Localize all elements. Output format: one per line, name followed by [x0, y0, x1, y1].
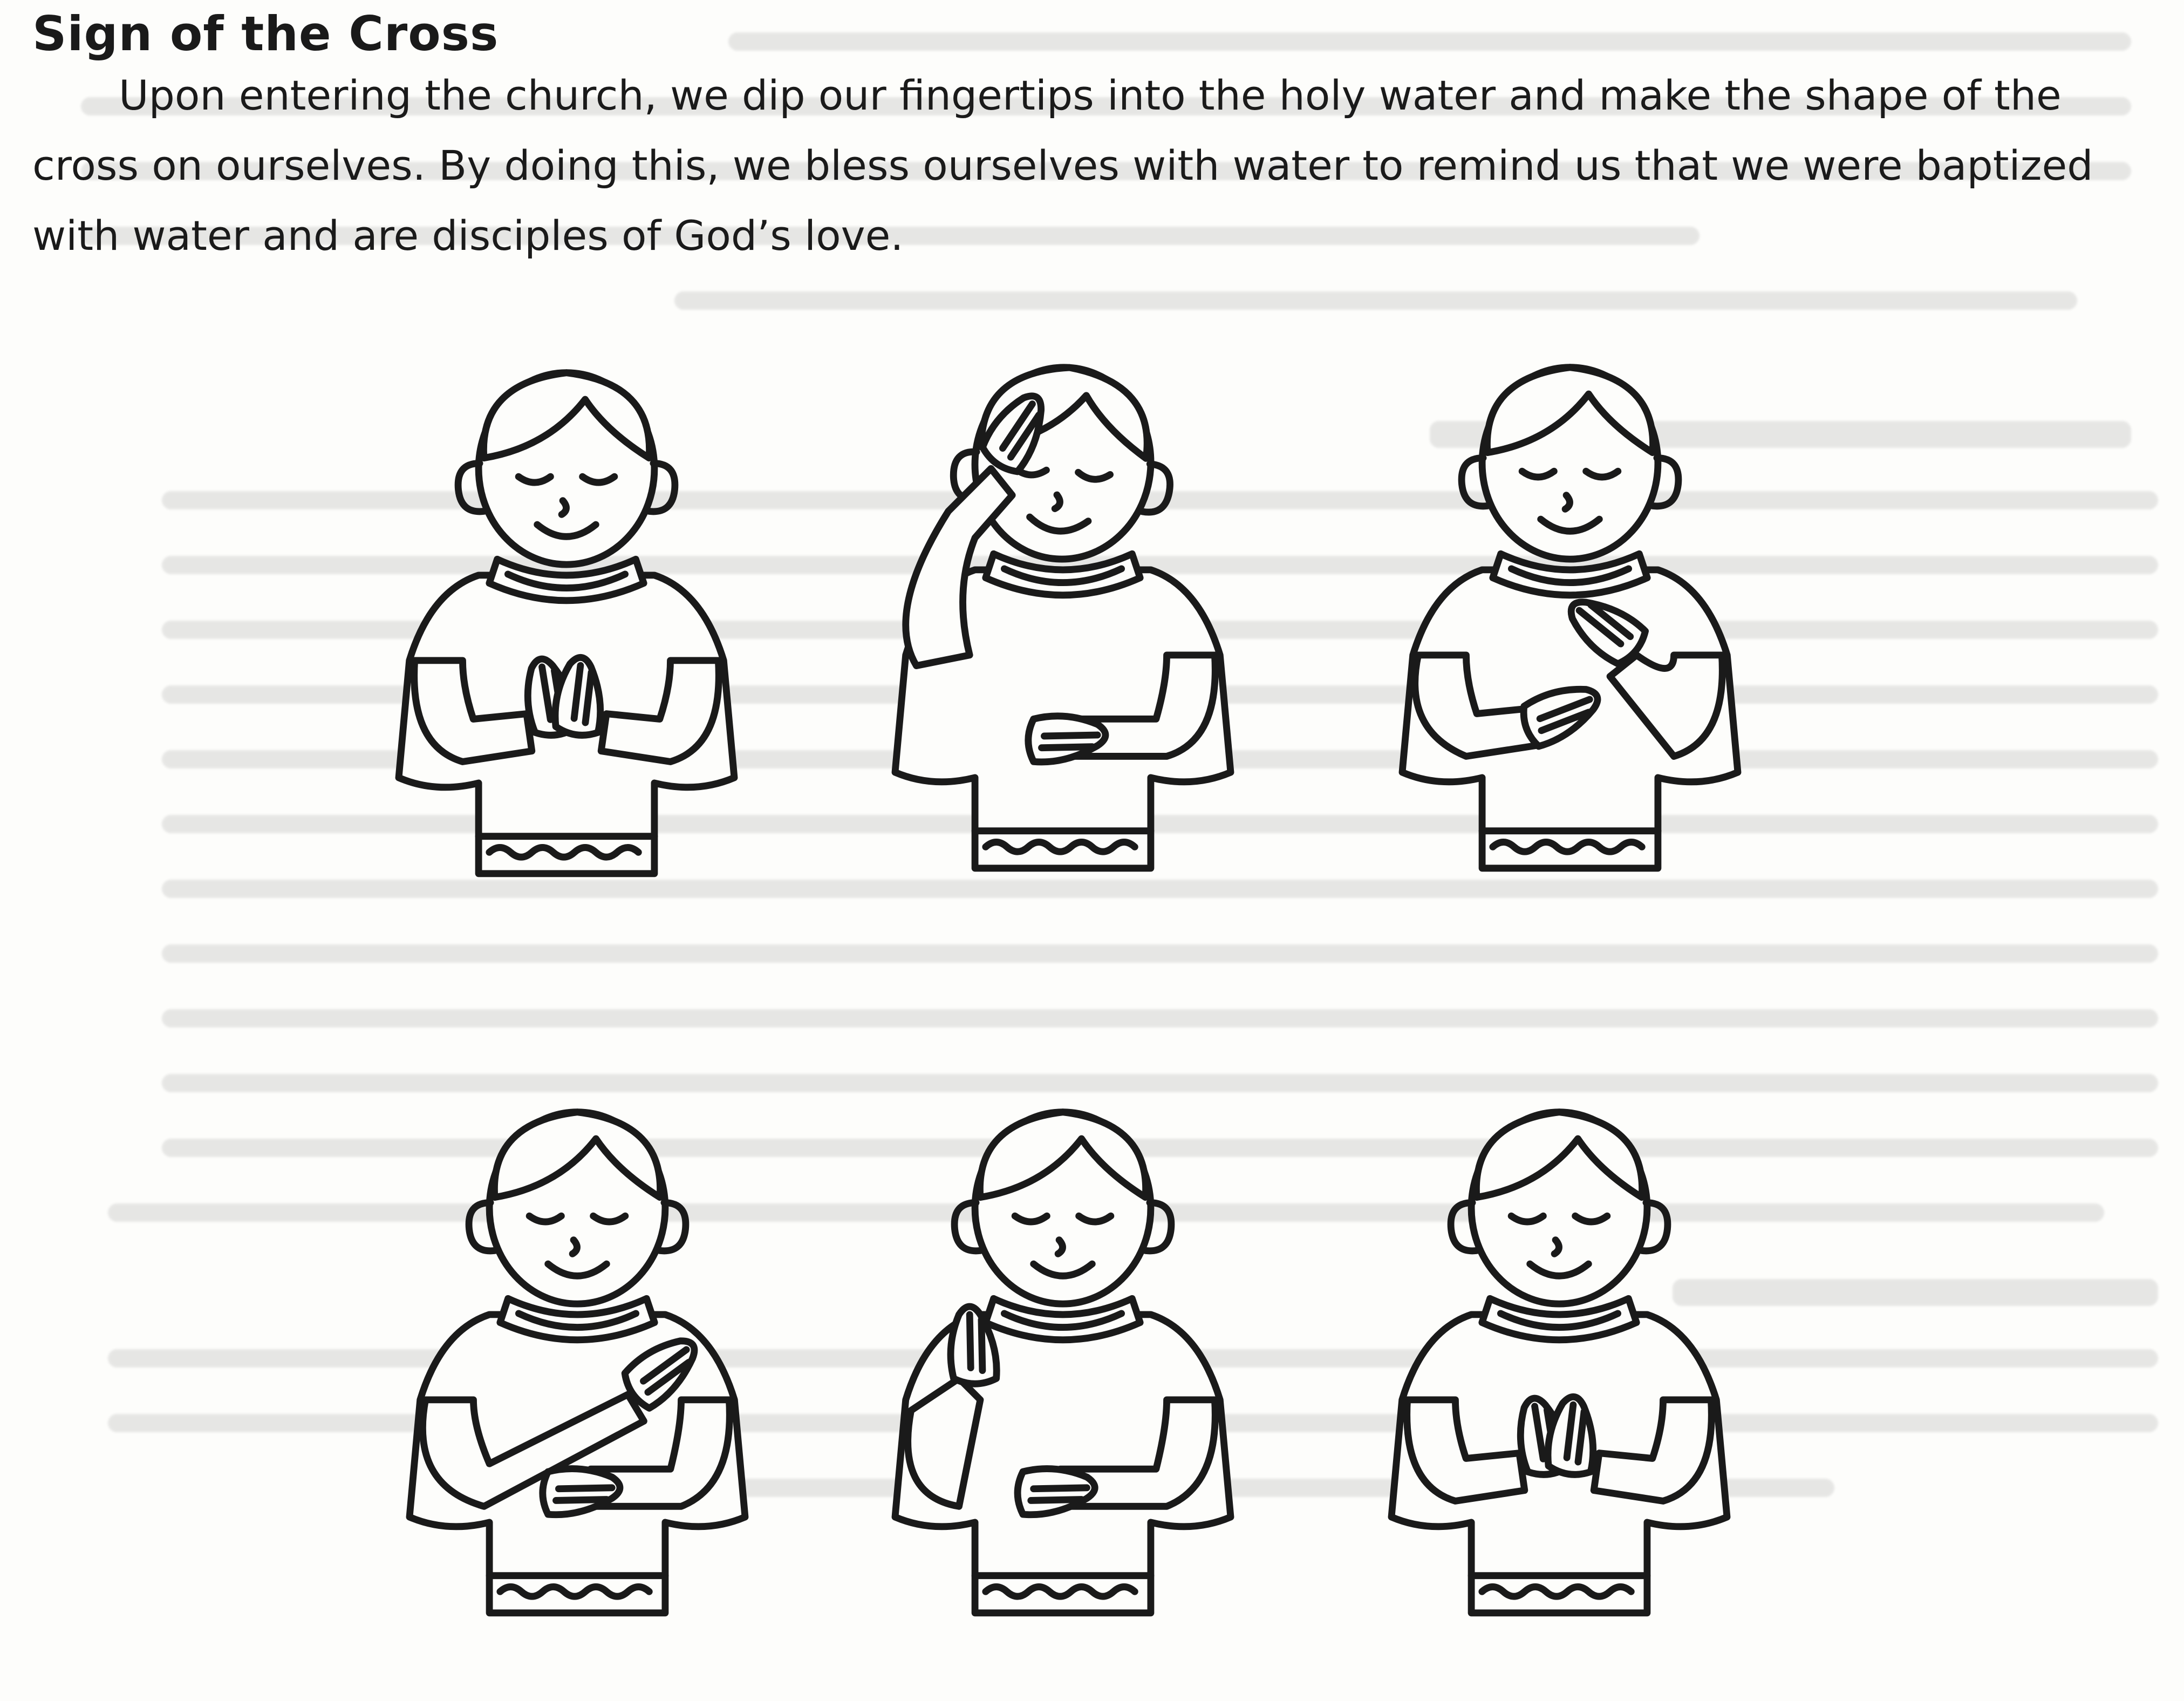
child-left-shoulder-illustration — [367, 1036, 788, 1668]
section-title: Sign of the Cross — [32, 6, 499, 62]
figure-drawing — [1391, 1112, 1727, 1613]
figure-2-hand-to-forehead — [852, 291, 1273, 923]
head — [948, 360, 1178, 567]
child-chest-illustration — [1360, 291, 1780, 923]
child-right-shoulder-illustration — [852, 1036, 1273, 1668]
child-praying-illustration — [356, 297, 777, 928]
head — [469, 1112, 686, 1304]
figure-drawing — [895, 1112, 1231, 1613]
figure-4-hand-to-left-shoulder — [367, 1036, 788, 1668]
figure-drawing — [1402, 368, 1738, 868]
figure-drawing — [895, 360, 1231, 868]
figure-3-hand-to-chest — [1360, 291, 1780, 923]
head — [458, 373, 675, 564]
figure-1-hands-folded — [356, 297, 777, 928]
section-body-text: Upon entering the church, we dip our fingertips into the holy water and make the shape of the cross on ourselves. By doing this, we bless ourselves with water to remind us that we were baptized with water and are disciples of God’s love. — [32, 71, 2093, 260]
head — [1451, 1112, 1668, 1304]
head — [1462, 368, 1678, 559]
figure-6-hands-folded — [1349, 1036, 1770, 1668]
child-praying-illustration — [1349, 1036, 1770, 1668]
figure-drawing — [410, 1112, 745, 1613]
figure-5-hand-to-right-shoulder — [852, 1036, 1273, 1668]
child-forehead-illustration — [852, 291, 1273, 923]
figure-drawing — [399, 373, 734, 874]
head — [954, 1112, 1171, 1304]
